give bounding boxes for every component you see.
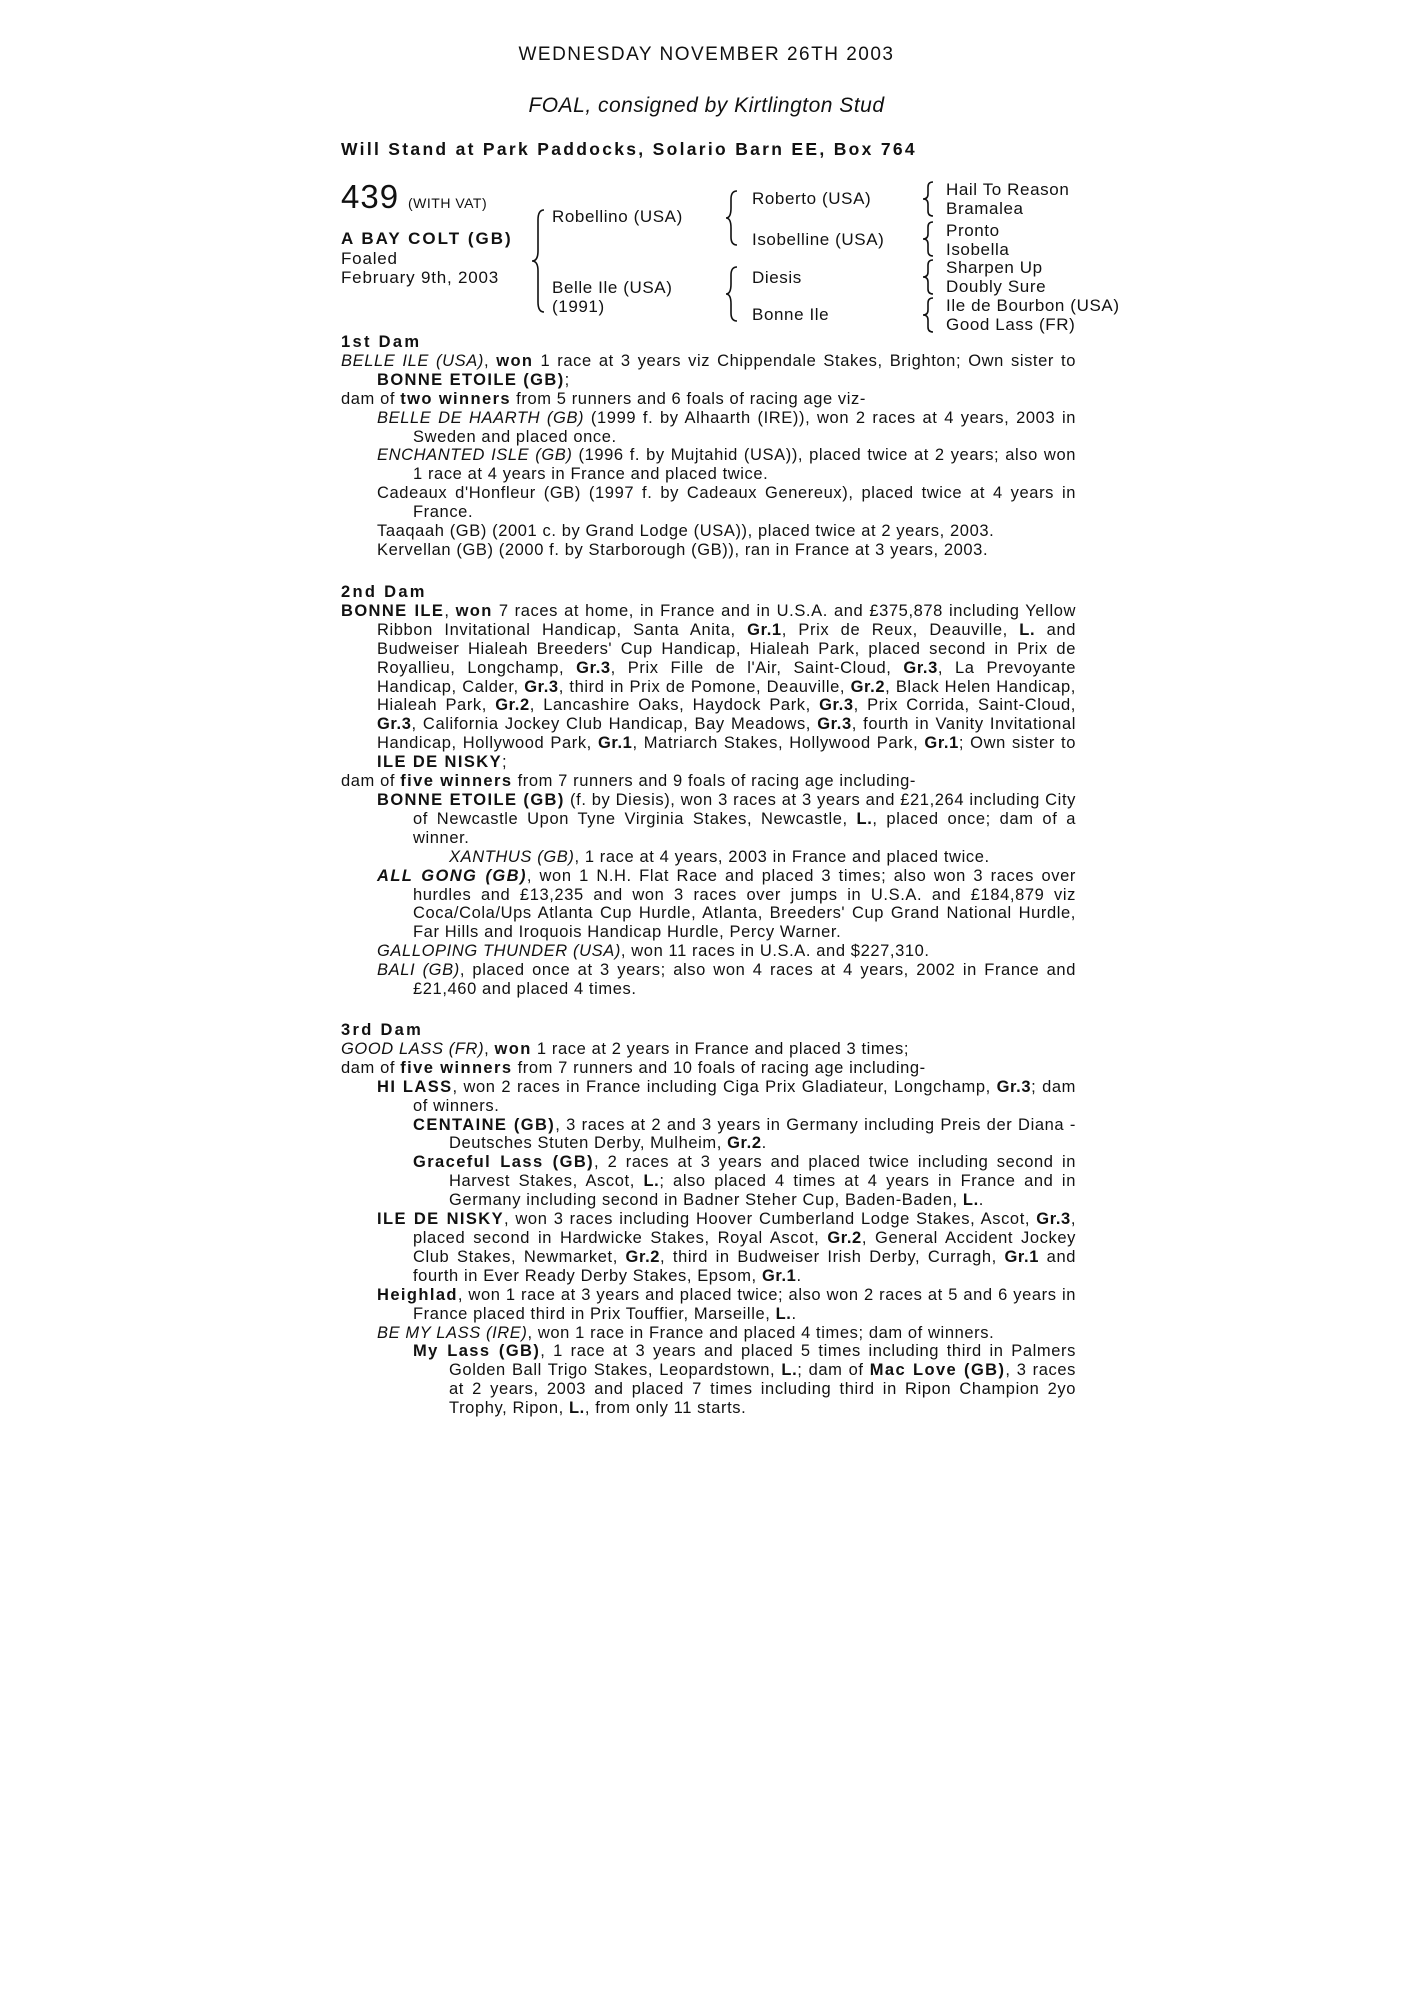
text: , placed once; dam of a winner. [413, 809, 1076, 847]
text: , Black Helen Handicap, Hialeah Park, [377, 677, 1076, 715]
text: ; [564, 370, 570, 389]
text: , Matriarch Stakes, Hollywood Park, [632, 734, 925, 753]
horse-name: BONNE ETOILE (GB) [377, 370, 565, 389]
horse-name: Mac Love (GB) [869, 1361, 1006, 1380]
grade: Gr.2 [850, 677, 886, 696]
text: ; also placed 4 times at 4 years in France and in Germany including second in Badner Steher Cup, Baden-Baden, [449, 1172, 1076, 1210]
horse-name: Graceful Lass (GB) [413, 1153, 595, 1172]
grade: Gr.3 [903, 658, 938, 677]
lot-number: 439 [341, 178, 400, 215]
pedigree-gen3-8: Good Lass (FR) [946, 315, 1076, 334]
pedigree-bracket-dam [726, 265, 740, 323]
pedigree-gen3-3: Pronto [946, 221, 1000, 240]
text: , placed second in Hardwicke Stakes, Royal Ascot, [413, 1210, 1076, 1247]
text: . [978, 1191, 984, 1210]
text: dam of [341, 772, 401, 791]
text: (1996 f. by Mujtahid (USA)), placed twice at 2 years; also won 1 race at 4 years in France and placed twice. [413, 446, 1076, 484]
text: 1 race at 2 years in France and placed 3 times; [531, 1039, 910, 1058]
text: . [796, 1266, 802, 1285]
lot-description: A BAY COLT (GB) [341, 229, 513, 248]
produce-entry: Cadeaux d'Honfleur (GB) (1997 f. by Cadeaux Genereux), placed twice at 4 years in France. [377, 484, 1076, 522]
grade: L. [643, 1172, 660, 1191]
text: , third in Budweiser Irish Derby, Curragh, [660, 1247, 1005, 1266]
horse-name: BELLE ILE (USA) [341, 351, 484, 370]
text: (1999 f. by Alhaarth (IRE)), won 2 races at 4 years, 2003 in Sweden and placed once. [413, 408, 1076, 446]
stable-location: Will Stand at Park Paddocks, Solario Barn EE, Box 764 [341, 139, 917, 159]
text: . [791, 1304, 797, 1323]
text: , 1 race at 3 years and placed 5 times including third in Palmers Golden Ball Trigo Stakes, Leopardstown, [449, 1342, 1076, 1380]
text: , won 1 race at 3 years and placed twice; also won 2 races at 5 and 6 years in France placed third in Prix Touffier, Marseille, [413, 1285, 1076, 1323]
grade: Gr.3 [1036, 1210, 1071, 1229]
text: , placed once at 3 years; also won 4 races at 4 years, 2002 in France and £21,460 and placed 4 times. [413, 961, 1076, 999]
text: ; Own sister to [958, 734, 1076, 753]
first-dam-produce-summary [341, 390, 1076, 409]
grade: L. [1019, 620, 1036, 639]
pedigree-gen3-1: Hail To Reason [946, 180, 1070, 199]
second-dam-heading: 2nd Dam [341, 583, 427, 601]
text: , won 1 race in France and placed 4 times; dam of winners. [527, 1323, 995, 1342]
pedigree-dam-sire: Diesis [752, 268, 802, 287]
text: , won 2 races in France including Ciga Prix Gladiateur, Longchamp, [452, 1077, 997, 1096]
third-dam-heading: 3rd Dam [341, 1021, 424, 1039]
pedigree-gen3-5: Sharpen Up [946, 258, 1043, 277]
text: ; dam of [797, 1361, 870, 1380]
produce-entry [341, 1210, 1076, 1286]
text: two winners [400, 389, 511, 408]
horse-name: GALLOPING THUNDER (USA) [377, 942, 621, 961]
text: , General Accident Jockey Club Stakes, Newmarket, [413, 1228, 1077, 1266]
horse-name: BE MY LASS (IRE) [377, 1323, 528, 1342]
horse-name: ENCHANTED ISLE (GB) [377, 446, 573, 465]
produce-entry [341, 1286, 1076, 1324]
foaled-date: February 9th, 2003 [341, 268, 500, 287]
text: , 2 races at 3 years and placed twice including second in Harvest Stakes, Ascot, [449, 1153, 1076, 1191]
grade: L. [962, 1191, 979, 1210]
second-dam-section [341, 583, 1076, 999]
grade: L. [568, 1399, 585, 1418]
text: ; [502, 753, 508, 772]
text: , 1 race at 4 years, 2003 in France and placed twice. [574, 847, 990, 866]
text: , Prix Corrida, Saint-Cloud, [853, 696, 1076, 715]
pedigree-dam: Belle Ile (USA) [552, 278, 673, 297]
horse-name: CENTAINE (GB) [413, 1115, 556, 1134]
text: , [484, 1039, 495, 1058]
grade: Gr.1 [747, 620, 782, 639]
grade: L. [856, 809, 873, 828]
horse-name: BONNE ETOILE (GB) [377, 790, 565, 809]
text: , fourth in Vanity Invitational Handicap, Hollywood Park, [377, 715, 1077, 753]
text: , La Prevoyante Handicap, Calder, [377, 658, 1076, 696]
grade: Gr.1 [924, 734, 959, 753]
horse-name: Heighlad [377, 1285, 458, 1304]
second-dam-record [341, 602, 1076, 772]
produce-entry [341, 446, 1076, 484]
foaled-label: Foaled [341, 249, 398, 268]
pedigree-bracket-g2 [923, 221, 935, 257]
text: from 5 runners and 6 foals of racing age viz- [510, 389, 866, 408]
pedigree-bracket-sire [726, 189, 740, 247]
pedigree-bracket-g1 [923, 181, 935, 217]
first-dam-heading: 1st Dam [341, 333, 422, 351]
pedigree-sire-dam: Isobelline (USA) [752, 230, 885, 249]
text: won [494, 1039, 532, 1058]
grade: Gr.1 [1004, 1247, 1040, 1266]
text: five winners [400, 772, 513, 791]
grade: Gr.3 [817, 715, 852, 734]
produce-entry [341, 1153, 1076, 1210]
text: from 7 runners and 9 foals of racing age including- [512, 772, 916, 791]
text: , Prix Fille de l'Air, Saint-Cloud, [610, 658, 904, 677]
text: won [496, 351, 534, 370]
text: , won 3 races including Hoover Cumberland Lodge Stakes, Ascot, [504, 1210, 1037, 1229]
grade: Gr.2 [495, 696, 530, 715]
text: , Prix de Reux, Deauville, [781, 620, 1020, 639]
horse-name: HI LASS [377, 1077, 453, 1096]
grade: Gr.2 [625, 1247, 661, 1266]
text: and Budweiser Hialeah Breeders' Cup Handicap, Hialeah Park, placed second in Prix de Royallieu, Longchamp, [377, 620, 1077, 677]
text: , 3 races at 2 years, 2003 and placed 7 times including third in Ripon Champion 2yo Trophy, Ripon, [449, 1361, 1076, 1418]
third-dam-produce-summary [341, 1059, 1076, 1078]
text: (f. by Diesis), won 3 races at 3 years and £21,264 including City of Newcastle Upon Tyne Virginia Stakes, Newcastle, [413, 790, 1076, 828]
text: , won 11 races in U.S.A. and $227,310. [620, 942, 930, 961]
text: , third in Prix de Pomone, Deauville, [558, 677, 851, 696]
produce-entry: Kervellan (GB) (2000 f. by Starborough (GB)), ran in France at 3 years, 2003. [377, 540, 989, 559]
pedigree-sire-sire: Roberto (USA) [752, 189, 872, 208]
text: , Lancashire Oaks, Haydock Park, [529, 696, 820, 715]
text: . [761, 1134, 767, 1153]
produce-entry [341, 1324, 1076, 1343]
pedigree-bracket-main [532, 208, 548, 314]
third-dam-record [341, 1040, 1076, 1059]
pedigree-dam-dam: Bonne Ile [752, 305, 830, 324]
text: , [444, 601, 456, 620]
text: and fourth in Ever Ready Derby Stakes, Epsom, [413, 1247, 1076, 1285]
text: five winners [400, 1058, 513, 1077]
text: , California Jockey Club Handicap, Bay Meadows, [411, 715, 818, 734]
third-dam-section [341, 1021, 1076, 1418]
grade: Gr.3 [377, 715, 412, 734]
grade: Gr.1 [597, 734, 633, 753]
grade: Gr.3 [819, 696, 854, 715]
text: , from only 11 starts. [584, 1399, 747, 1418]
horse-name: BONNE ILE [341, 601, 445, 620]
second-dam-produce-summary [341, 772, 1076, 791]
pedigree-bracket-g4 [923, 297, 935, 333]
pedigree-gen3-6: Doubly Sure [946, 277, 1047, 296]
horse-name: ALL GONG (GB) [377, 866, 527, 885]
horse-name: ILE DE NISKY [377, 753, 502, 772]
pedigree-gen3-4: Isobella [946, 240, 1010, 259]
text: 1 race at 3 years viz Chippendale Stakes, Brighton; Own sister to [533, 351, 1077, 370]
pedigree-dam-year: (1991) [552, 297, 605, 316]
text: 7 races at home, in France and in U.S.A. and £375,878 including Yellow Ribbon Invitational Handicap, Santa Anita, [377, 601, 1076, 639]
vat-note: (WITH VAT) [408, 195, 488, 211]
produce-entry [341, 867, 1076, 943]
produce-entry [341, 1342, 1076, 1418]
produce-entry [341, 848, 1076, 867]
produce-entry: Taaqaah (GB) (2001 c. by Grand Lodge (USA)), placed twice at 2 years, 2003. [377, 522, 995, 541]
pedigree-sire: Robellino (USA) [552, 207, 683, 226]
consignor-line: FOAL, consigned by Kirtlington Stud [528, 94, 885, 117]
grade: L. [775, 1304, 792, 1323]
text: , won 1 N.H. Flat Race and placed 3 times; also won 3 races over hurdles and £13,235 and won 3 races over jumps in U.S.A. and £184,879 viz Coca/Cola/Ups Atlanta Cup Hurdle, Atlanta, Breeders' Cup Grand National Hurdle, Far Hills and Iroquois Handicap Hurdle, Percy Warner. [413, 866, 1076, 942]
grade: Gr.2 [827, 1228, 862, 1247]
text: ; dam of winners. [413, 1077, 1076, 1115]
text: dam of [341, 1058, 401, 1077]
grade: Gr.1 [761, 1266, 797, 1285]
produce-entry [341, 961, 1076, 999]
grade: Gr.3 [576, 658, 611, 677]
grade: Gr.3 [524, 677, 559, 696]
grade: Gr.2 [727, 1134, 762, 1153]
first-dam-record [341, 352, 1076, 390]
sale-date: WEDNESDAY NOVEMBER 26TH 2003 [518, 44, 895, 65]
horse-name: GOOD LASS (FR) [341, 1039, 485, 1058]
produce-entry [341, 791, 1076, 848]
pedigree-gen3-7: Ile de Bourbon (USA) [946, 296, 1120, 315]
text: won [455, 601, 493, 620]
horse-name: My Lass (GB) [413, 1342, 541, 1361]
pedigree-gen3-2: Bramalea [946, 199, 1024, 218]
text: dam of [341, 389, 401, 408]
produce-entry [341, 409, 1076, 447]
produce-entry [341, 1078, 1076, 1116]
horse-name: BALI (GB) [377, 961, 460, 980]
text: , 3 races at 2 and 3 years in Germany including Preis der Diana - Deutsches Stuten Derby, Mulheim, [449, 1115, 1076, 1153]
horse-name: ILE DE NISKY [377, 1210, 505, 1229]
grade: Gr.3 [996, 1077, 1032, 1096]
text: , [483, 351, 497, 370]
grade: L. [781, 1361, 798, 1380]
produce-entry [341, 942, 1076, 961]
horse-name: BELLE DE HAARTH (GB) [377, 408, 585, 427]
horse-name: XANTHUS (GB) [449, 847, 575, 866]
text: from 7 runners and 10 foals of racing age including- [512, 1058, 926, 1077]
produce-entry [341, 1116, 1076, 1154]
first-dam-section [341, 333, 1076, 560]
pedigree-bracket-g3 [923, 259, 935, 295]
